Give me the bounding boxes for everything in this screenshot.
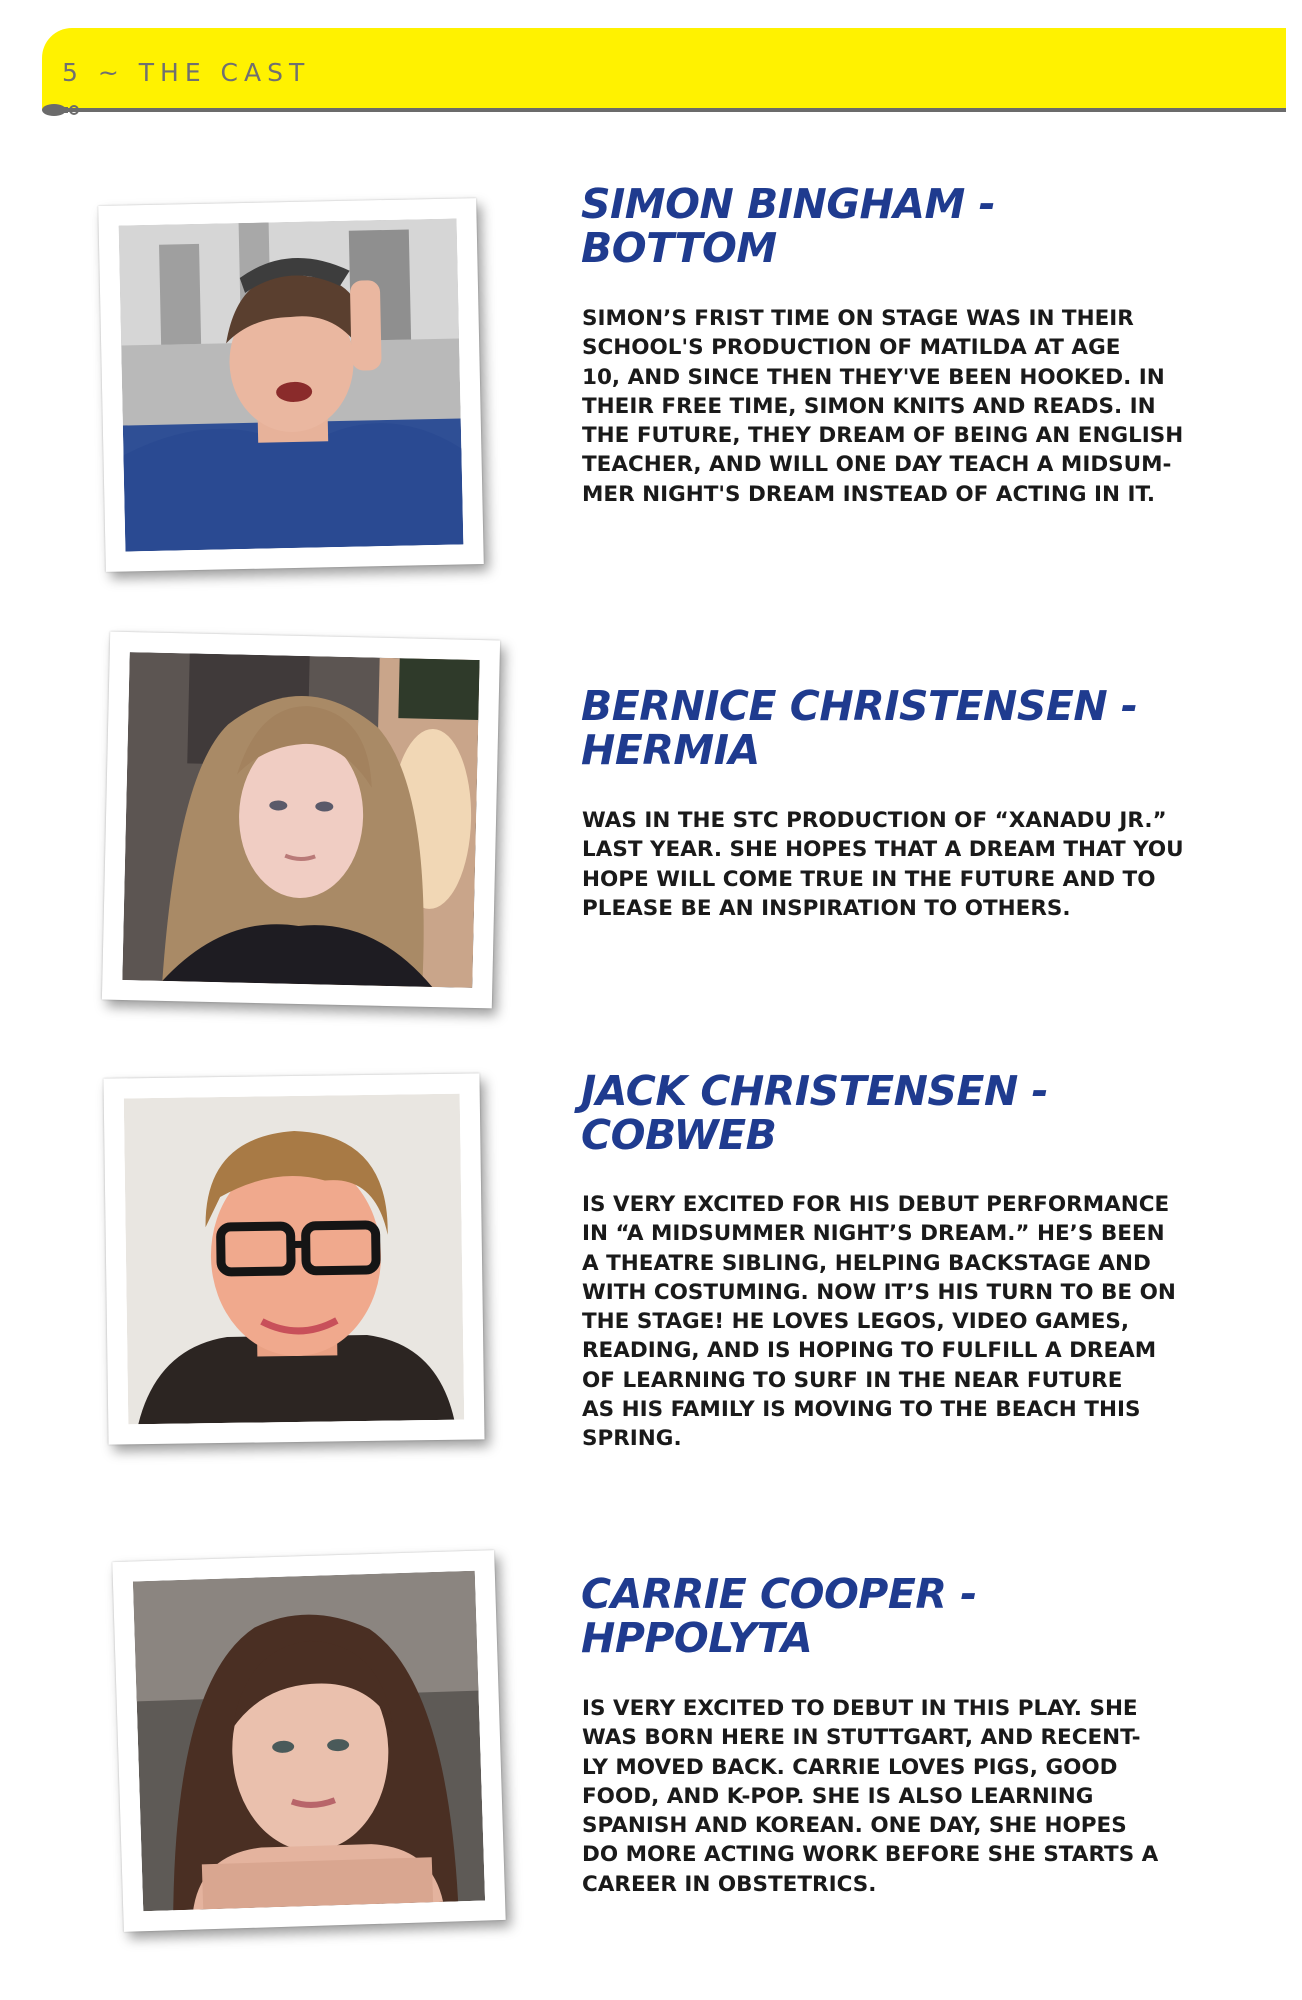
- cast-name-role: HPPOLYTA: [581, 1614, 813, 1662]
- bio-line: THEIR FREE TIME, SIMON KNITS AND READS. IN: [582, 393, 1156, 419]
- cast-bio: [582, 1190, 1202, 1454]
- bio-line: AS HIS FAMILY IS MOVING TO THE BEACH THIS: [582, 1397, 1141, 1423]
- cast-bio: [582, 806, 1202, 923]
- cast-name-line1: JACK CHRISTENSEN -: [581, 1067, 1049, 1115]
- bio-line: READING, AND IS HOPING TO FULFILL A DREAM: [582, 1338, 1157, 1364]
- bio-line: SCHOOL'S PRODUCTION OF MATILDA AT AGE: [582, 335, 1121, 361]
- cast-name-line1: BERNICE CHRISTENSEN -: [581, 682, 1138, 730]
- header-divider: [48, 108, 1286, 112]
- bio-line: CAREER IN OBSTETRICS.: [582, 1871, 877, 1897]
- bio-line: IS VERY EXCITED TO DEBUT IN THIS PLAY. SHE: [582, 1696, 1138, 1721]
- bio-line: IN “A MIDSUMMER NIGHT’S DREAM.” HE’S BEEN: [582, 1221, 1165, 1247]
- bio-line: PLEASE BE AN INSPIRATION TO OTHERS.: [582, 895, 1071, 921]
- cast-name-role: BOTTOM: [581, 224, 777, 272]
- bio-line: FOOD, AND K-POP. SHE IS ALSO LEARNING: [582, 1783, 1094, 1809]
- bio-line: LAST YEAR. SHE HOPES THAT A DREAM THAT YOU: [582, 837, 1184, 863]
- bio-line: IS VERY EXCITED FOR HIS DEBUT PERFORMANCE: [582, 1192, 1170, 1217]
- cast-name: [581, 1572, 977, 1660]
- cast-name-role: HERMIA: [581, 726, 760, 774]
- bio-line: SPANISH AND KOREAN. ONE DAY, SHE HOPES: [582, 1813, 1127, 1839]
- ornament-icon: [40, 101, 100, 119]
- cast-name-line1: CARRIE COOPER -: [581, 1570, 977, 1618]
- cast-name-line1: SIMON BINGHAM -: [581, 180, 996, 228]
- bio-line: TEACHER, AND WILL ONE DAY TEACH A MIDSUM-: [582, 452, 1172, 478]
- portrait-photo-simon: [119, 218, 464, 551]
- bio-line: MER NIGHT'S DREAM INSTEAD OF ACTING IN IT.: [582, 481, 1156, 507]
- bio-line: WAS BORN HERE IN STUTTGART, AND RECENT-: [582, 1725, 1141, 1751]
- page-title: 5 ~ THE CAST: [62, 58, 311, 87]
- cast-photo-frame: [102, 632, 500, 1009]
- bio-line: LY MOVED BACK. CARRIE LOVES PIGS, GOOD: [582, 1754, 1118, 1780]
- cast-name: [581, 182, 995, 270]
- cast-bio: [582, 304, 1202, 509]
- bio-line: 10, AND SINCE THEN THEY'VE BEEN HOOKED. IN: [582, 364, 1165, 390]
- bio-line: DO MORE ACTING WORK BEFORE SHE STARTS A: [582, 1842, 1159, 1868]
- bio-line: SPRING.: [582, 1426, 682, 1452]
- bio-line: OF LEARNING TO SURF IN THE NEAR FUTURE: [582, 1367, 1123, 1393]
- portrait-photo-jack: [124, 1094, 465, 1425]
- portrait-photo-bernice: [122, 652, 479, 988]
- bio-line: THE STAGE! HE LOVES LEGOS, VIDEO GAMES,: [582, 1309, 1130, 1335]
- bio-line: SIMON’S FRIST TIME ON STAGE WAS IN THEIR: [582, 306, 1134, 331]
- cast-name: [581, 684, 1137, 772]
- bio-line: THE FUTURE, THEY DREAM OF BEING AN ENGLISH: [582, 423, 1184, 449]
- cast-photo-frame: [112, 1550, 505, 1932]
- cast-photo-frame: [103, 1073, 484, 1444]
- cast-name-role: COBWEB: [581, 1111, 777, 1159]
- cast-bio: [582, 1694, 1202, 1899]
- bio-line: WITH COSTUMING. NOW IT’S HIS TURN TO BE ON: [582, 1279, 1176, 1305]
- cast-name: [581, 1069, 1048, 1157]
- bio-line: A THEATRE SIBLING, HELPING BACKSTAGE AND: [582, 1250, 1151, 1276]
- bio-line: WAS IN THE STC PRODUCTION OF “XANADU JR.”: [582, 808, 1167, 833]
- cast-photo-frame: [98, 198, 484, 572]
- portrait-photo-carrie: [133, 1571, 485, 1912]
- bio-line: HOPE WILL COME TRUE IN THE FUTURE AND TO: [582, 866, 1156, 892]
